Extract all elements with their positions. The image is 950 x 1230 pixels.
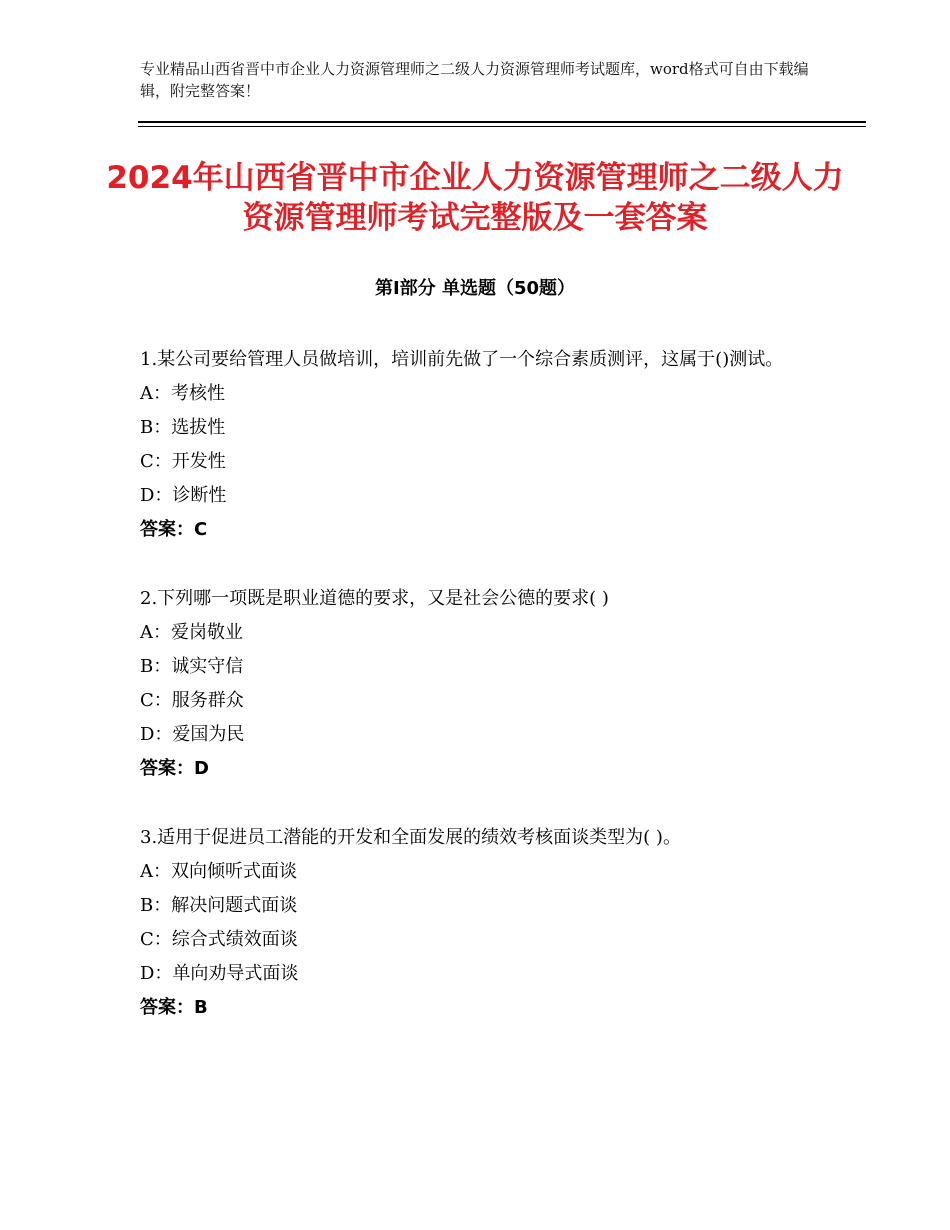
document-title: 2024年山西省晋中市企业人力资源管理师之二级人力资源管理师考试完整版及一套答案: [106, 160, 844, 236]
question-2: [140, 582, 820, 786]
section-heading: 第Ⅰ部分 单选题（50题）: [374, 278, 575, 299]
option-d: D：诊断性: [140, 485, 227, 506]
option-c: C：综合式绩效面谈: [140, 929, 298, 950]
option-a: A：爱岗敬业: [140, 622, 243, 643]
header-note: 专业精品山西省晋中市企业人力资源管理师之二级人力资源管理师考试题库，word格式可自由下载编辑，附完整答案！: [140, 60, 809, 100]
option-a: A：双向倾听式面谈: [140, 861, 297, 882]
question-3: [140, 821, 820, 1025]
question-stem: 3.适用于促进员工潜能的开发和全面发展的绩效考核面谈类型为( )。: [140, 827, 681, 848]
option-b: B：选拔性: [140, 417, 226, 438]
question-stem: 2.下列哪一项既是职业道德的要求，又是社会公德的要求( ): [140, 588, 609, 609]
option-a: A：考核性: [140, 383, 225, 404]
option-d: D：爱国为民: [140, 724, 245, 745]
question-stem: 1.某公司要给管理人员做培训，培训前先做了一个综合素质测评，这属于()测试。: [140, 349, 784, 370]
question-answer: 答案：B: [140, 997, 208, 1018]
header-divider-thick: [138, 121, 866, 123]
option-b: B：诚实守信: [140, 656, 244, 677]
option-c: C：开发性: [140, 451, 226, 472]
option-b: B：解决问题式面谈: [140, 895, 298, 916]
option-d: D：单向劝导式面谈: [140, 963, 299, 984]
header-divider-thin: [138, 126, 866, 127]
option-c: C：服务群众: [140, 690, 244, 711]
question-list: [140, 343, 820, 1060]
question-1: [140, 343, 820, 547]
question-answer: 答案：C: [140, 519, 208, 540]
question-answer: 答案：D: [140, 758, 209, 779]
